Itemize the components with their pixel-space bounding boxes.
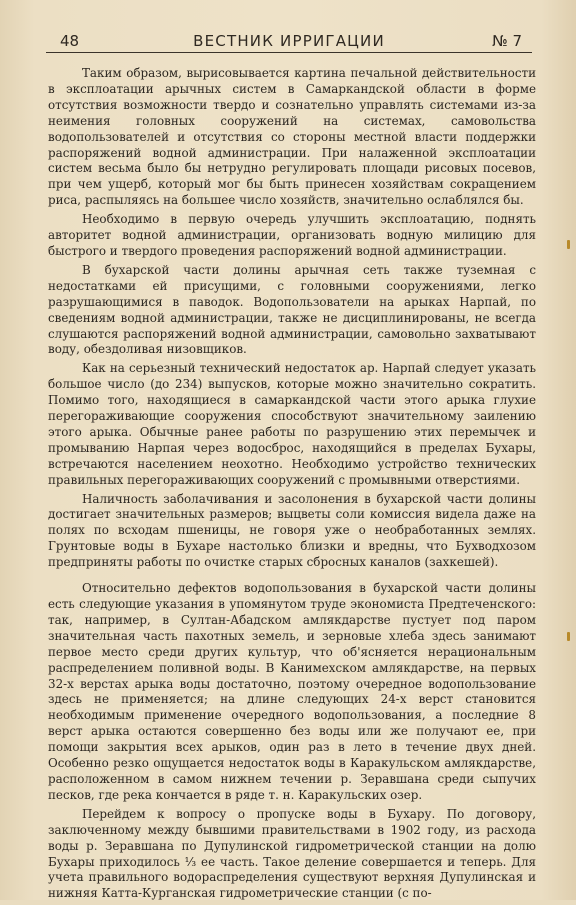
paragraph-5: Наличность заболачивания и засолонения в бухарской части долины достигает значительных размеров; выцветы соли комиссия видела даже на полях по всходам пшеницы, не говоря уже о необработанных землях. Грунтовые воды в Бухаре настолько близки и вредны, что Бухводхозом предприняты работы по очистке старых сбросных каналов (захкешей). bbox=[48, 491, 536, 570]
paragraph-3: В бухарской части долины арычная сеть также туземная с недостатками ей присущими, с головными сооружениями, легко разрушающимися в паводок. Водопользователи на арыках Нарпай, по сведениям водной администрации, также не дисциплинированы, не всегда слушаются распоряжений водной администрации, самовольно захватывают воду, обездоливая низовщиков. bbox=[48, 262, 536, 357]
article-body bbox=[48, 66, 536, 905]
paragraph-1: Таким образом, вырисовывается картина печальной действительности в эксплоатации арычных систем в Самаркандской области в форме отсутствия возможности твердо и сознательно управлять системами из-за неимения головных сооружений на системах, самовольства водопользователей и отсутствия со стороны местной власти поддержки распоряжений водной администрации. При налаженной эксплоатации систем весьма было бы нетрудно регулировать площади рисовых посевов, при чем ущерб, который мог бы быть принесен хозяйствам сокращением риса, распыляясь на большее число хозяйств, значительно ослаблялся бы. bbox=[48, 66, 536, 208]
journal-title: ВЕСТНИК ИРРИГАЦИИ bbox=[193, 32, 385, 50]
page-header bbox=[46, 30, 532, 53]
issue-number: № 7 bbox=[492, 32, 522, 50]
paragraph-6: Относительно дефектов водопользования в бухарской части долины есть следующие указания в упомянутом труде экономиста Предтеченского: так, например, в Султан-Абадском амлякдарстве пустует под паром значительная часть пахотных земель, и зерновые хлеба здесь занимают первое место среди других культур, что об'ясняется нерациональным распределением поливной воды. В Канимехском амлякдарстве, на первых 32-х верстах арыка воды достаточно, поэтому очередное водопользование здесь не применяется; на длине следующих 24-х верст становится необходимым применение очередного водопользования, а последние 8 верст арыка остаются совершенно без воды или же получают ее, при помощи закрытия всех арыков, один раз в лето в течение двух дней. Особенно резко ощущается недостаток воды в Каракульском амлякдарстве, расположенном в самом нижнем течении р. Зеравшана среди сыпучих песков, где река кончается в ряде т. н. Каракульских озер. bbox=[48, 581, 536, 802]
binding-mark bbox=[567, 240, 570, 249]
paragraph-7: Перейдем к вопросу о пропуске воды в Бухару. По договору, заключенному между бывшими правительствами в 1902 году, из расхода воды р. Зеравшана по Дупулинской гидрометрической станции на долю Бухары приходилось ⅓ ее часть. Такое деление совершается и теперь. Для учета правильного водораспределения существуют верхняя Дупулинская и нижняя Катта-Курганская гидрометрические станции (с по- bbox=[48, 806, 536, 901]
page-number: 48 bbox=[60, 32, 80, 50]
binding-mark bbox=[567, 632, 570, 641]
paragraph-4: Как на серьезный технический недостаток ар. Нарпай следует указать большое число (до 234) выпусков, которые можно значительно сократить. Помимо того, находящиеся в самаркандской части этого арыка глухие перегораживающие сооружения способствуют значительному заилению этого арыка. Обычные ранее работы по разрушению этих перемычек и промыванию Нарпая через водосброс, находящийся в пределах Бухары, встречаются населением неохотно. Необходимо устройство технических правильных перегораживающих сооружений с промывными отверстиями. bbox=[48, 361, 536, 487]
paragraph-2: Необходимо в первую очередь улучшить эксплоатацию, поднять авторитет водной администрации, организовать водную милицию для быстрого и твердого проведения распоряжений водной администрации. bbox=[48, 212, 536, 258]
